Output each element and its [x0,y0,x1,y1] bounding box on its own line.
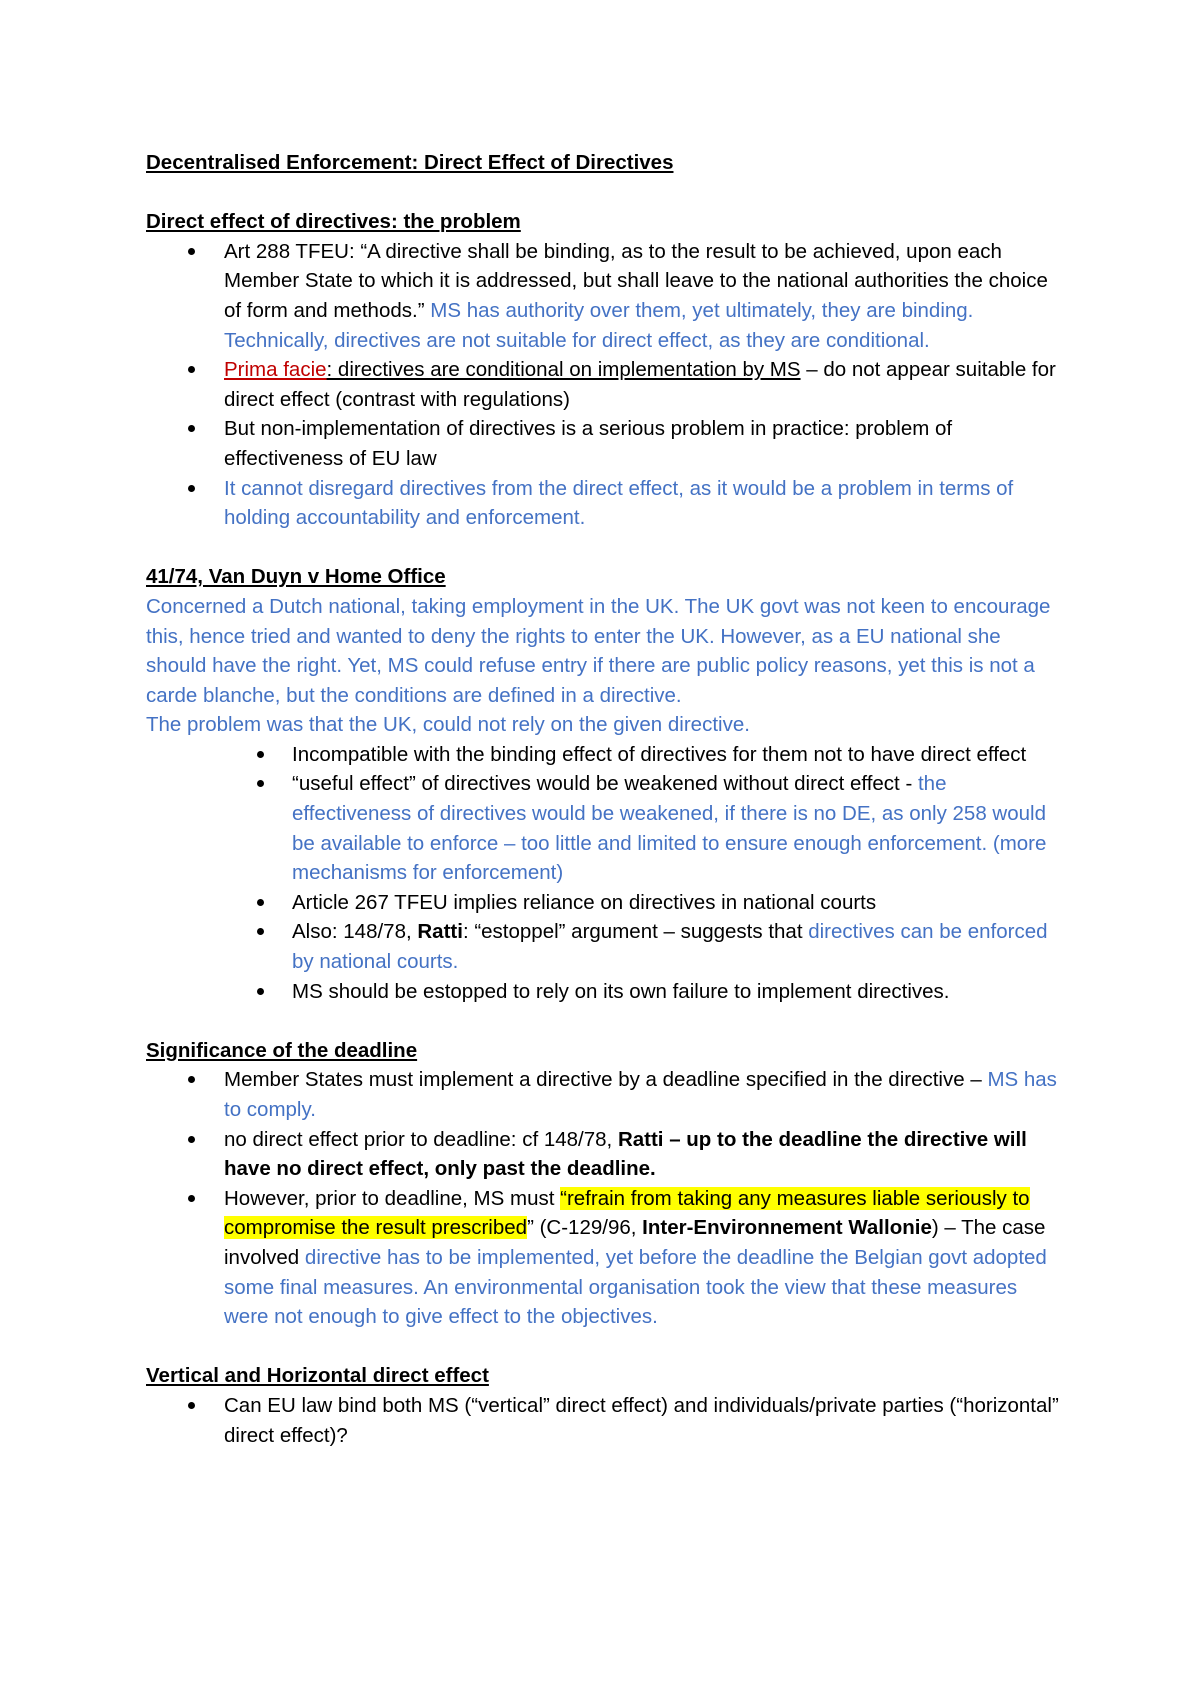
item-text: Art 288 TFEU: “A directive shall be binding, as to the result to be achieved, upon each Member State to which it is addressed, but shall leave to the national authorities the choice of form and methods.” [224,239,1048,322]
emphasis-text: Prima facie [224,358,327,382]
annotation-note: the effectiveness of directives would be weakened, if there is no DE, as only 258 would be available to enforce – too little and limited to ensure enough enforcement. (more mechanisms for enforcement) [292,772,1047,885]
document-title: Decentralised Enforcement: Direct Effect of Directives [146,151,674,174]
list-item [146,237,1066,355]
bullet-icon [257,751,264,758]
bullet-icon [188,1195,195,1202]
case-name: Ratti [417,920,463,944]
bullet-icon [257,899,264,906]
bullet-list-vertical-horizontal [146,1391,1066,1450]
item-text: MS should be estopped to rely on its own failure to implement directives. [292,979,950,1003]
list-item [146,1391,1066,1450]
section-heading-problem: Direct effect of directives: the problem [146,210,521,234]
item-text: : “estoppel” argument – suggests that [462,920,809,944]
item-text: But non-implementation of directives is a serious problem in practice: problem of effectiveness of EU law [224,417,953,470]
annotation-note: It cannot disregard directives from the direct effect, as it would be a problem in terms of holding accountability and enforcement. [224,476,1014,530]
list-item [146,414,1066,473]
underlined-text: : directives are conditional on implementation by MS [326,358,801,382]
item-text: Member States must implement a directive by a deadline specified in the directive – [224,1068,988,1092]
list-item [146,740,1066,770]
section-heading-vertical-horizontal: Vertical and Horizontal direct effect [146,1364,489,1388]
bullet-list-van-duyn [146,740,1066,1006]
spacer [146,1006,1066,1036]
bullet-icon [188,1076,195,1083]
annotation-paragraph: Concerned a Dutch national, taking employment in the UK. The UK govt was not keen to encourage this, hence tried and wanted to deny the rights to enter the UK. However, as a EU national she should have the right. Yet, MS could refuse entry if there are public policy reasons, yet this is not a carde blanche, but the conditions are defined in a directive. [146,594,1051,707]
spacer [146,178,1066,208]
list-item [146,1125,1066,1184]
list-item [146,355,1066,414]
annotation-note: directive has to be implemented, yet before the deadline the Belgian govt adopted some final measures. An environmental organisation took the view that these measures were not enough to give effect to the objectives. [224,1245,1047,1329]
list-item [146,1065,1066,1124]
list-item [146,917,1066,976]
item-text: no direct effect prior to deadline: cf 148/78, [224,1127,618,1151]
bold-text: Ratti – up to the deadline the directive will have no direct effect, only past the deadline. [224,1127,1027,1181]
document-content [146,148,1066,1450]
bullet-icon [188,1402,195,1409]
section-heading-van-duyn: 41/74, Van Duyn v Home Office [146,565,446,589]
bullet-icon [257,928,264,935]
spacer [146,533,1066,563]
bullet-icon [188,1136,195,1143]
item-text: However, prior to deadline, MS must [224,1186,561,1210]
list-item [146,888,1066,918]
list-item [146,1184,1066,1332]
spacer [146,1332,1066,1362]
annotation-note: directives can be enforced by national courts. [292,920,1048,974]
bullet-icon [188,425,195,432]
bullet-list-problem [146,237,1066,533]
item-text: ” (C-129/96, [527,1216,643,1240]
item-text: ) – The case involved [224,1216,1046,1269]
annotation-note: MS has to comply. [224,1068,1057,1121]
item-text: Also: 148/78, [292,920,418,944]
section-heading-deadline: Significance of the deadline [146,1038,418,1062]
item-text: Article 267 TFEU implies reliance on directives in national courts [292,890,877,914]
item-text: Incompatible with the binding effect of directives for them not to have direct effect [292,742,1027,766]
annotation-paragraph: The problem was that the UK, could not rely on the given directive. [146,713,750,737]
annotation-note: MS has authority over them, yet ultimately, they are binding. Technically, directives are not suitable for direct effect, as they are conditional. [224,298,974,352]
bullet-icon [188,366,195,373]
item-text: Can EU law bind both MS (“vertical” direct effect) and individuals/private parties (“horizontal” direct effect)? [224,1393,1059,1447]
case-name: Inter-Environnement Wallonie [642,1216,932,1240]
bullet-icon [257,988,264,995]
bullet-list-deadline [146,1065,1066,1331]
list-item [146,977,1066,1007]
bullet-icon [257,780,264,787]
bullet-icon [188,248,195,255]
bullet-icon [188,485,195,492]
highlighted-quote: “refrain from taking any measures liable seriously to compromise the result prescribed [224,1186,1030,1240]
item-text: – do not appear suitable for direct effect (contrast with regulations) [224,358,1056,411]
item-text: “useful effect” of directives would be weakened without direct effect - [292,772,918,796]
list-item [146,769,1066,887]
list-item [146,474,1066,533]
